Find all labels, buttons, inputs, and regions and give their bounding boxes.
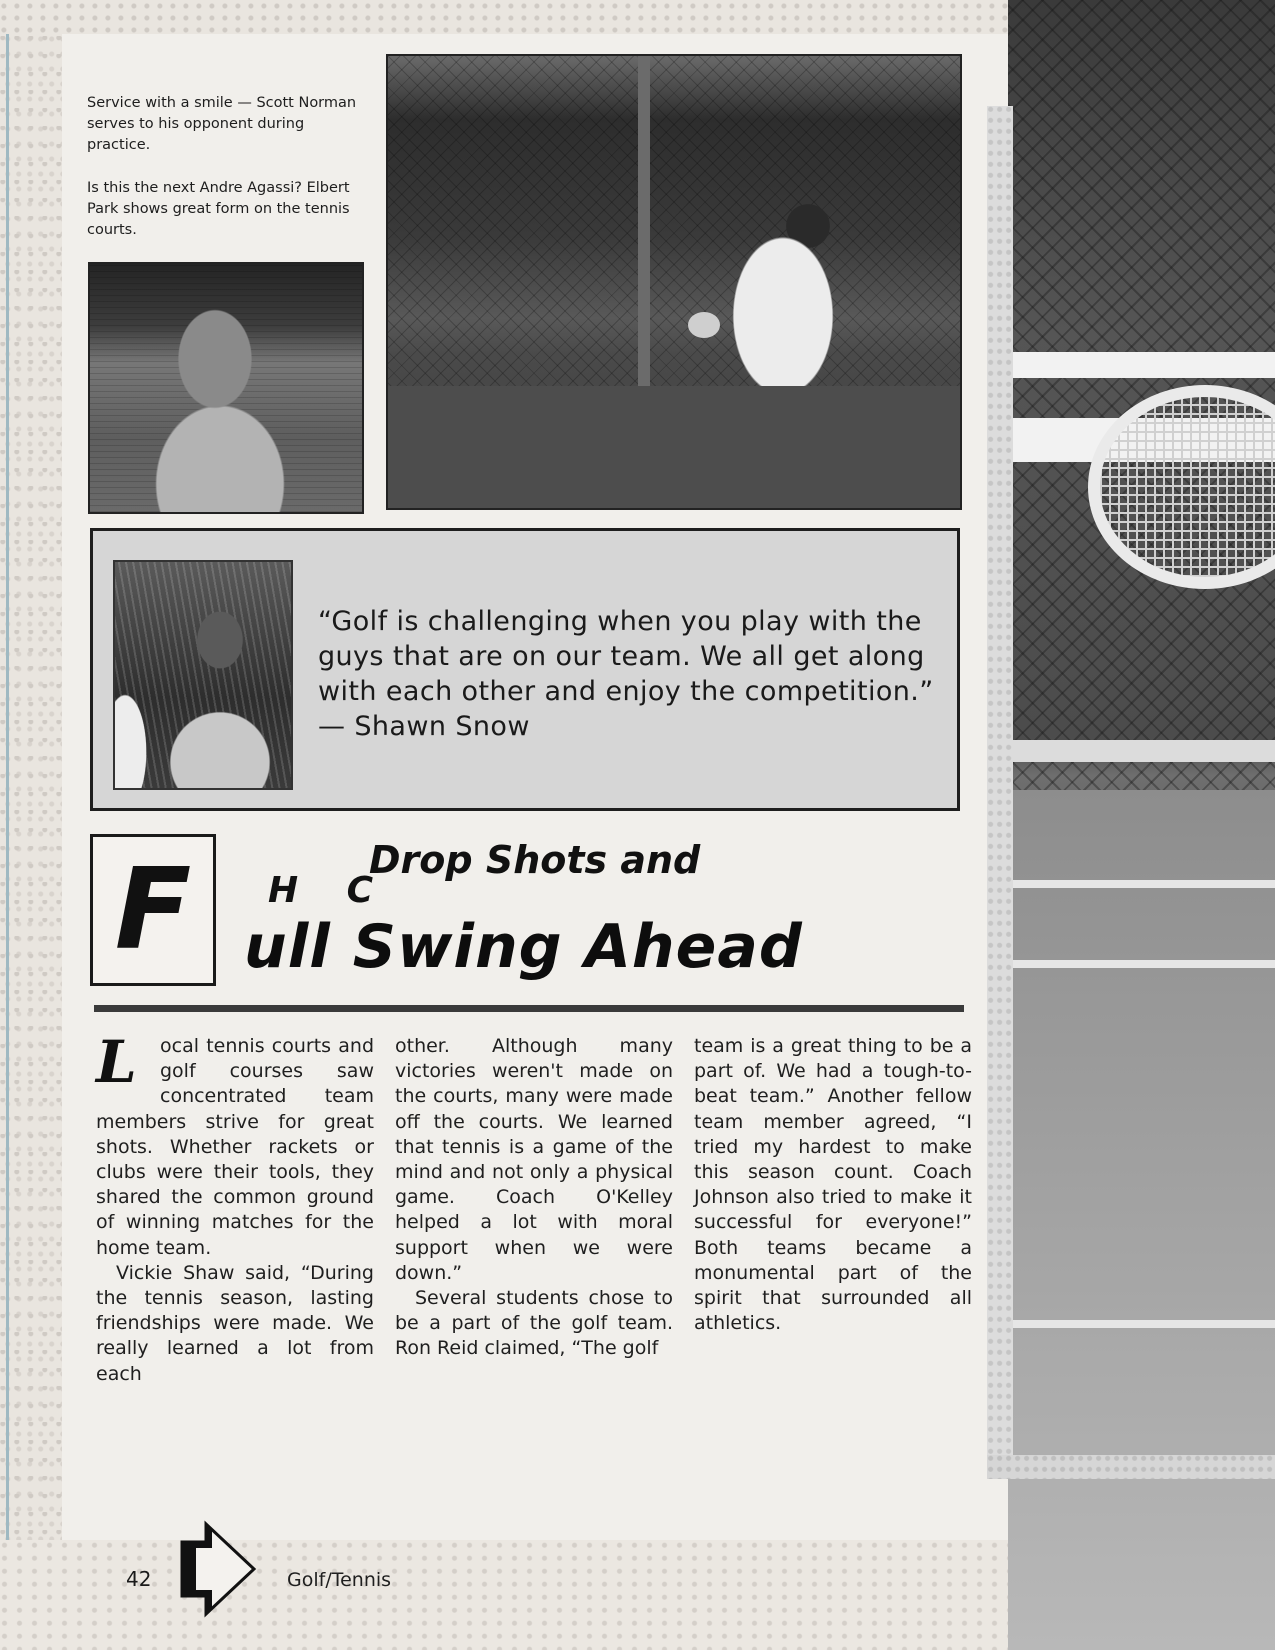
- title-rule: [94, 1005, 964, 1012]
- quote-block: [318, 604, 943, 744]
- drop-cap: L: [96, 1028, 137, 1096]
- decorative-strip: [987, 106, 1013, 1478]
- article-column-2: [395, 1034, 673, 1362]
- photo-tennis-net-bleed: [1008, 0, 1275, 1650]
- article-paragraph: Vickie Shaw said, “During the tennis season, lasting friendships were made. We really learned a lot from each: [96, 1261, 374, 1385]
- title-line-2: ull Swing Ahead: [244, 912, 803, 982]
- article-column-3: [694, 1034, 972, 1336]
- section-label: Golf/Tennis: [287, 1569, 392, 1591]
- caption-second: Is this the next Andre Agassi? Elbert Park shows great form on the tennis courts.: [87, 180, 350, 238]
- article-text: ocal tennis courts and golf courses saw concentrated team members strive for great shots. Whether rackets or clubs were their tools, they shared the common ground of winning matches for the home team.: [96, 1035, 374, 1259]
- title-initial: F: [114, 845, 192, 975]
- title-line-1: Drop Shots and: [369, 838, 701, 882]
- page-edge-bottom: [0, 1540, 1010, 1650]
- photo-tennis-forehand: [386, 54, 962, 510]
- photo-portrait-shawn: [113, 560, 293, 790]
- quote-text: “Golf is challenging when you play with the guys that are on our team. We all get along with each other and enjoy the competition.”: [318, 606, 934, 707]
- title-initial-box: [90, 834, 216, 986]
- article-paragraph: [96, 1028, 374, 1261]
- decorative-strip-bottom: [987, 1455, 1275, 1479]
- article-paragraph: team is a great thing to be a part of. We had a tough-to-beat team.” Another fellow team member agreed, “I tried my hardest to make this season count. Coach Johnson also tried to make it successful for everyone!” Both teams became a monumental part of the spirit that surrounded all athletics.: [694, 1035, 972, 1335]
- caption-top: Service with a smile — Scott Norman serves to his opponent during practice.: [87, 95, 357, 153]
- photo-tennis-serve: [88, 262, 364, 514]
- article-paragraph: Several students chose to be a part of the golf team. Ron Reid claimed, “The golf: [395, 1287, 673, 1360]
- article-paragraph: other. Although many victories weren't made on the courts, many were made off the courts. We learned that tennis is a game of the mind and not only a physical game. Coach O'Kelley helped a lot with moral support when we were down.”: [395, 1035, 673, 1284]
- article-column-1: [96, 1028, 374, 1387]
- quote-attribution: — Shawn Snow: [318, 711, 530, 742]
- arrow-icon: [172, 1520, 264, 1618]
- page-number: 42: [126, 1567, 152, 1591]
- page-edge-left: [0, 0, 62, 1650]
- page-edge-top: [0, 0, 1010, 34]
- title-hc: H C: [268, 870, 392, 911]
